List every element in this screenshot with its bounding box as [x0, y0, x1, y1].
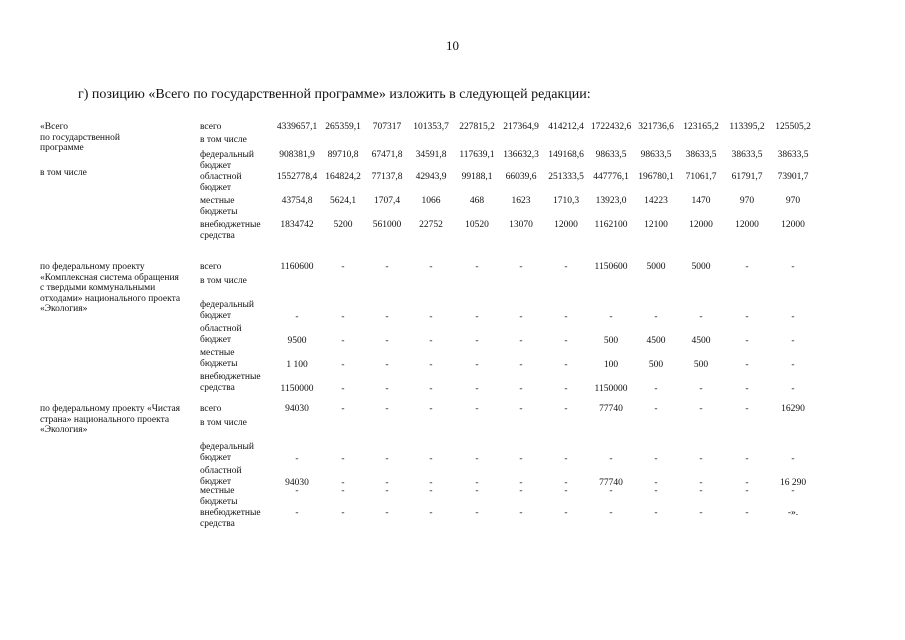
- value-cell: 94030: [285, 478, 309, 488]
- value-cell: 16 290: [779, 478, 807, 488]
- value-cell: 1066: [421, 196, 441, 206]
- value-cell: -: [429, 486, 433, 496]
- value-cell: 265359,1: [325, 122, 361, 132]
- value-cell: 1834742: [280, 220, 314, 230]
- value-cell: -: [519, 336, 523, 346]
- value-cell: -: [791, 360, 795, 370]
- value-cell: -: [475, 336, 479, 346]
- value-cell: 217364,9: [503, 122, 539, 132]
- value-cell: -: [564, 312, 568, 322]
- value-cell: -: [745, 384, 749, 394]
- value-cell: 94030: [285, 404, 309, 414]
- value-cell: 16290: [781, 404, 805, 414]
- value-cell: -: [745, 312, 749, 322]
- value-cell: -: [745, 478, 749, 488]
- value-cell: -: [654, 312, 658, 322]
- value-cell: -: [429, 454, 433, 464]
- value-cell: -: [429, 384, 433, 394]
- value-cell: 707317: [372, 122, 402, 132]
- value-cell: 5000: [646, 262, 666, 272]
- value-cell: -: [429, 478, 433, 488]
- row-name: областной бюджет: [200, 324, 242, 345]
- value-cell: -: [429, 336, 433, 346]
- row-name: местные бюджеты: [200, 196, 238, 217]
- value-cell: 321736,6: [638, 122, 674, 132]
- value-cell: 908381,9: [279, 150, 315, 160]
- value-cell: -: [475, 312, 479, 322]
- value-cell: -: [564, 508, 568, 518]
- value-cell: -: [341, 486, 345, 496]
- value-cell: 113395,2: [729, 122, 765, 132]
- value-cell: -: [699, 384, 703, 394]
- value-cell: -: [385, 478, 389, 488]
- value-cell: -: [791, 384, 795, 394]
- value-cell: -: [654, 486, 658, 496]
- value-cell: 43754,8: [281, 196, 313, 206]
- value-cell: -: [519, 478, 523, 488]
- value-cell: 13070: [509, 220, 533, 230]
- value-cell: -: [519, 454, 523, 464]
- value-cell: 125505,2: [775, 122, 811, 132]
- value-cell: -: [564, 336, 568, 346]
- value-cell: -: [429, 404, 433, 414]
- value-cell: -: [519, 384, 523, 394]
- value-cell: -: [654, 404, 658, 414]
- value-cell: 10520: [465, 220, 489, 230]
- value-cell: -: [519, 262, 523, 272]
- value-cell: 73901,7: [777, 172, 809, 182]
- value-cell: -: [519, 508, 523, 518]
- value-cell: 77740: [599, 404, 623, 414]
- row-name: федеральный бюджет: [200, 150, 254, 171]
- value-cell: 61791,7: [731, 172, 763, 182]
- value-cell: 500: [603, 336, 619, 346]
- value-cell: 1150600: [594, 262, 628, 272]
- value-cell: 12000: [781, 220, 805, 230]
- value-cell: -: [385, 384, 389, 394]
- value-cell: 77740: [599, 478, 623, 488]
- value-cell: 123165,2: [683, 122, 719, 132]
- value-cell: -: [475, 508, 479, 518]
- value-cell: 1 100: [286, 360, 308, 370]
- value-cell: 89710,8: [327, 150, 359, 160]
- value-cell: -: [295, 508, 299, 518]
- row-name: областной бюджет: [200, 466, 242, 487]
- value-cell: -: [609, 486, 613, 496]
- value-cell: -: [341, 478, 345, 488]
- value-cell: -: [564, 384, 568, 394]
- value-cell: 12100: [644, 220, 668, 230]
- value-cell: 67471,8: [371, 150, 403, 160]
- value-cell: 101353,7: [413, 122, 449, 132]
- row-name: внебюджетные средства: [200, 220, 261, 241]
- value-cell: -: [519, 312, 523, 322]
- value-cell: -: [385, 360, 389, 370]
- value-cell: -: [654, 478, 658, 488]
- row-name: в том числе: [200, 418, 247, 428]
- value-cell: 1710,3: [552, 196, 580, 206]
- value-cell: -: [519, 404, 523, 414]
- value-cell: -: [429, 508, 433, 518]
- row-name: федеральный бюджет: [200, 442, 254, 463]
- value-cell: 500: [648, 360, 664, 370]
- value-cell: 1722432,6: [590, 122, 632, 132]
- value-cell: 227815,2: [459, 122, 495, 132]
- value-cell: -: [341, 384, 345, 394]
- value-cell: 500: [693, 360, 709, 370]
- value-cell: -: [341, 312, 345, 322]
- value-cell: 136632,3: [503, 150, 539, 160]
- value-cell: -: [475, 262, 479, 272]
- value-cell: 251333,5: [548, 172, 584, 182]
- row-name: областной бюджет: [200, 172, 242, 193]
- value-cell: -: [791, 486, 795, 496]
- value-cell: -: [295, 312, 299, 322]
- value-cell: 38633,5: [685, 150, 717, 160]
- value-cell: -: [745, 404, 749, 414]
- value-cell: -: [385, 404, 389, 414]
- value-cell: 4339657,1: [276, 122, 318, 132]
- value-cell: -: [654, 384, 658, 394]
- value-cell: 100: [603, 360, 619, 370]
- row-name: в том числе: [200, 276, 247, 286]
- value-cell: 38633,5: [777, 150, 809, 160]
- value-cell: -: [564, 262, 568, 272]
- value-cell: 4500: [646, 336, 666, 346]
- value-cell: -: [699, 404, 703, 414]
- value-cell: 66039,6: [505, 172, 537, 182]
- value-cell: -: [341, 336, 345, 346]
- value-cell: 99188,1: [461, 172, 493, 182]
- value-cell: -: [429, 360, 433, 370]
- row-name: всего: [200, 404, 222, 414]
- value-cell: -: [564, 486, 568, 496]
- value-cell: -: [745, 454, 749, 464]
- value-cell: -: [791, 454, 795, 464]
- value-cell: 98633,5: [595, 150, 627, 160]
- value-cell: -: [609, 312, 613, 322]
- value-cell: -: [699, 454, 703, 464]
- value-cell: -: [385, 312, 389, 322]
- value-cell: 5624,1: [329, 196, 357, 206]
- value-cell: 1707,4: [373, 196, 401, 206]
- block-label: «Всего по государственной программе: [40, 122, 120, 153]
- page-number: 10: [446, 38, 459, 53]
- value-cell: -».: [787, 508, 799, 518]
- value-cell: 1470: [691, 196, 711, 206]
- row-name: федеральный бюджет: [200, 300, 254, 321]
- value-cell: -: [791, 336, 795, 346]
- value-cell: -: [385, 454, 389, 464]
- row-name: всего: [200, 122, 222, 132]
- value-cell: 970: [785, 196, 801, 206]
- value-cell: 196780,1: [638, 172, 674, 182]
- value-cell: 22752: [419, 220, 443, 230]
- row-name: в том числе: [200, 135, 247, 145]
- value-cell: -: [341, 262, 345, 272]
- value-cell: -: [564, 478, 568, 488]
- value-cell: -: [341, 360, 345, 370]
- value-cell: 5000: [691, 262, 711, 272]
- value-cell: 42943,9: [415, 172, 447, 182]
- value-cell: -: [699, 478, 703, 488]
- value-cell: -: [295, 454, 299, 464]
- value-cell: 561000: [372, 220, 402, 230]
- value-cell: -: [564, 454, 568, 464]
- value-cell: -: [519, 360, 523, 370]
- value-cell: 14223: [644, 196, 668, 206]
- value-cell: 447776,1: [593, 172, 629, 182]
- value-cell: -: [385, 262, 389, 272]
- value-cell: -: [654, 454, 658, 464]
- value-cell: -: [475, 454, 479, 464]
- block-label: по федеральному проекту «Чистая страна» национального проекта «Экология»: [40, 404, 181, 435]
- value-cell: -: [745, 262, 749, 272]
- value-cell: 1552778,4: [276, 172, 318, 182]
- value-cell: -: [385, 336, 389, 346]
- value-cell: 98633,5: [640, 150, 672, 160]
- value-cell: 970: [739, 196, 755, 206]
- value-cell: 117639,1: [459, 150, 495, 160]
- value-cell: 12000: [554, 220, 578, 230]
- value-cell: -: [745, 360, 749, 370]
- value-cell: -: [745, 508, 749, 518]
- value-cell: -: [475, 404, 479, 414]
- value-cell: 13923,0: [595, 196, 627, 206]
- value-cell: 12000: [689, 220, 713, 230]
- value-cell: 468: [469, 196, 485, 206]
- block-label: по федеральному проекту «Комплексная система обращения с твердыми коммунальными отходами» национального проекта «Экология»: [40, 262, 181, 314]
- value-cell: 9500: [287, 336, 307, 346]
- value-cell: 1623: [511, 196, 531, 206]
- value-cell: -: [429, 312, 433, 322]
- value-cell: 164824,2: [325, 172, 361, 182]
- value-cell: -: [609, 454, 613, 464]
- value-cell: -: [475, 478, 479, 488]
- intro-paragraph: г) позицию «Всего по государственной программе» изложить в следующей редакции:: [78, 87, 591, 102]
- value-cell: 1150000: [280, 384, 314, 394]
- value-cell: -: [564, 404, 568, 414]
- value-cell: -: [475, 486, 479, 496]
- value-cell: 71061,7: [685, 172, 717, 182]
- value-cell: -: [699, 486, 703, 496]
- value-cell: 38633,5: [731, 150, 763, 160]
- value-cell: 34591,8: [415, 150, 447, 160]
- value-cell: -: [475, 360, 479, 370]
- value-cell: 1150000: [594, 384, 628, 394]
- value-cell: -: [295, 486, 299, 496]
- value-cell: 149168,6: [548, 150, 584, 160]
- value-cell: -: [341, 404, 345, 414]
- block-sublabel: в том числе: [40, 168, 87, 178]
- value-cell: 12000: [735, 220, 759, 230]
- value-cell: 1160600: [280, 262, 314, 272]
- value-cell: 414212,4: [548, 122, 584, 132]
- value-cell: -: [791, 262, 795, 272]
- row-name: внебюджетные средства: [200, 508, 261, 529]
- value-cell: 4500: [691, 336, 711, 346]
- value-cell: -: [429, 262, 433, 272]
- value-cell: -: [341, 508, 345, 518]
- value-cell: -: [609, 508, 613, 518]
- value-cell: -: [654, 508, 658, 518]
- value-cell: -: [385, 508, 389, 518]
- value-cell: -: [341, 454, 345, 464]
- value-cell: -: [519, 486, 523, 496]
- value-cell: -: [791, 312, 795, 322]
- row-name: всего: [200, 262, 222, 272]
- value-cell: 1162100: [594, 220, 628, 230]
- value-cell: -: [385, 486, 389, 496]
- value-cell: -: [699, 312, 703, 322]
- value-cell: -: [475, 384, 479, 394]
- row-name: местные бюджеты: [200, 486, 238, 507]
- value-cell: 77137,8: [371, 172, 403, 182]
- value-cell: 5200: [333, 220, 353, 230]
- value-cell: -: [699, 508, 703, 518]
- row-name: местные бюджеты: [200, 348, 238, 369]
- row-name: внебюджетные средства: [200, 372, 261, 393]
- value-cell: -: [745, 336, 749, 346]
- value-cell: -: [564, 360, 568, 370]
- value-cell: -: [745, 486, 749, 496]
